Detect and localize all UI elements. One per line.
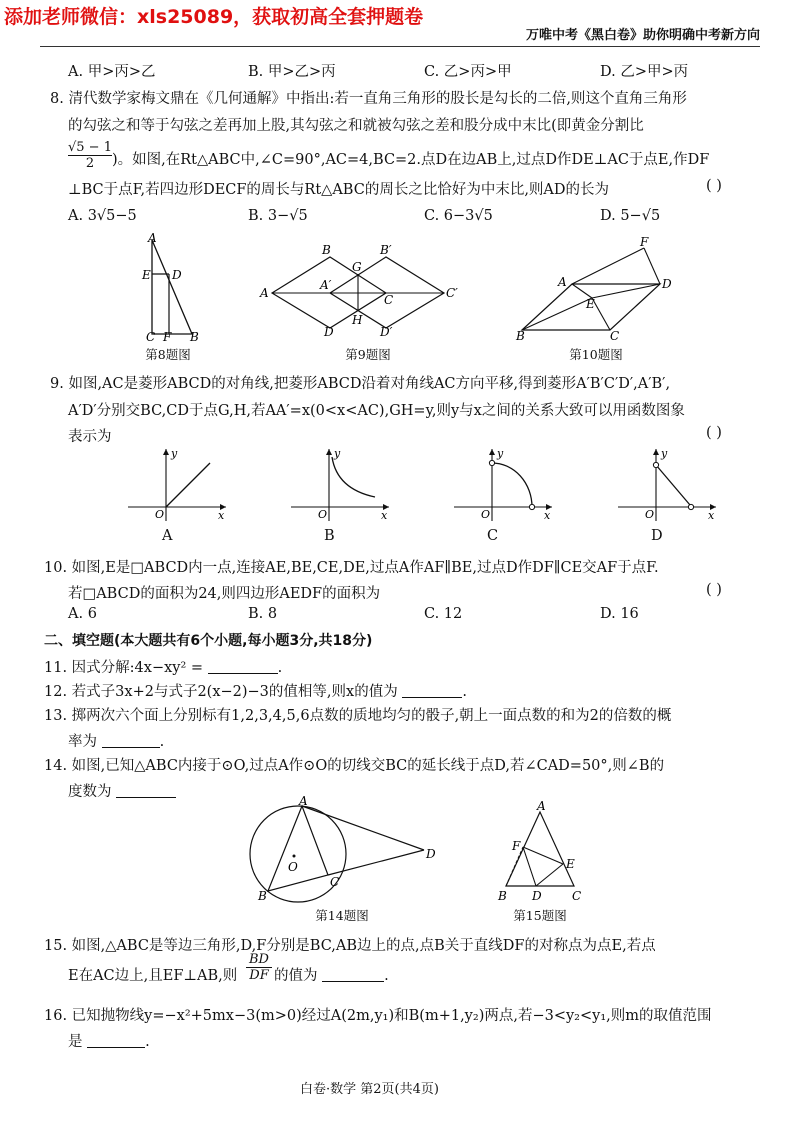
q13-end: . <box>159 734 165 750</box>
f9-label-dprime: D′ <box>380 325 393 336</box>
q9-line-2: A′D′分别交BC,CD于点G,H,若AA′=x(0<x<AC),GH=y,则y与x之间的关系大致可以用函数图象 <box>68 403 685 419</box>
figure-q8 <box>120 232 230 344</box>
f15-label-e: E <box>566 857 575 871</box>
q10-line-2: 若□ABCD的面积为24,则四边形AEDF的面积为 <box>68 586 381 602</box>
f9-label-cprime: C′ <box>446 286 458 300</box>
f10-label-f: F <box>640 236 649 249</box>
q9-graph-label-b: B <box>324 528 335 544</box>
q8-fraction-denominator: 2 <box>85 156 95 171</box>
caption-figure-15: 第15题图 <box>513 908 567 923</box>
q12-text: 12. 若式子3x+2与式子2(x−2)−3的值相等,则x的值为 <box>44 684 398 700</box>
f9-label-a: A <box>260 286 269 300</box>
q10-line-1: 10. 如图,E是□ABCD内一点,连接AE,BE,CE,DE,过点A作AF∥BE,过点D作DF∥CE交AF于点F. <box>44 560 659 576</box>
f9-label-b: B <box>322 244 331 257</box>
graph-a-x-label: x <box>218 509 225 522</box>
q15-row-2-post <box>274 964 389 985</box>
q8-option-b: B. 3−√5 <box>248 208 308 224</box>
graph-a-origin: O <box>155 508 165 521</box>
q7-option-c: C. 乙>丙>甲 <box>424 64 512 80</box>
q9-graph-a <box>120 445 230 525</box>
q13-answer-blank[interactable] <box>102 733 160 748</box>
q11-answer-blank[interactable] <box>208 659 278 674</box>
f9-label-c: C <box>384 293 394 307</box>
q12-answer-blank[interactable] <box>402 683 462 698</box>
f8-label-d: D <box>172 268 182 282</box>
q15-line-2-pre: E在AC边上,且EF⊥AB,则 <box>68 968 238 984</box>
f14-label-a: A <box>299 796 308 808</box>
q9-graph-c <box>446 445 556 525</box>
q9-graph-b <box>283 445 393 525</box>
graph-b-y-label: y <box>334 447 341 460</box>
q9-graph-label-c: C <box>487 528 499 544</box>
q9-answer-paren: ( ) <box>706 425 722 441</box>
page-header: 万唯中考《黑白卷》助你明确中考新方向 <box>525 28 760 43</box>
f10-label-b: B <box>516 329 525 340</box>
figure-q9 <box>258 244 468 336</box>
f14-label-o: O <box>288 860 298 874</box>
f14-label-c: C <box>330 875 340 889</box>
q16-line-2: 是 <box>68 1034 83 1050</box>
f9-label-d: D <box>324 325 334 336</box>
q15-line-1: 15. 如图,△ABC是等边三角形,D,F分别是BC,AB边上的点,点B关于直线DF的对称点为点E,若点 <box>44 938 656 954</box>
page-footer: 白卷·数学 第2页(共4页) <box>300 1082 439 1097</box>
q16-row-2 <box>68 1030 150 1051</box>
header-divider <box>40 46 760 47</box>
q11-end: . <box>277 660 283 676</box>
q11-row <box>44 656 282 677</box>
graph-c-y-label: y <box>497 447 504 460</box>
q14-line-2: 度数为 <box>68 784 112 800</box>
q10-option-d: D. 16 <box>600 606 639 622</box>
q8-line-2: 的勾弦之和等于勾弦之差再加上股,其勾弦之和就被勾弦之差和股分成中末比(即黄金分割比 <box>68 118 644 134</box>
caption-figure-8: 第8题图 <box>145 347 191 362</box>
q15-fraction-denominator: DF <box>249 968 269 983</box>
q15-end: . <box>384 968 389 984</box>
q8-line-4: ⊥BC于点F,若四边形DECF的周长与Rt△ABC的周长之比恰好为中末比,则AD的长为 <box>68 182 610 198</box>
graph-b-origin: O <box>318 508 328 521</box>
graph-a-y-label: y <box>171 447 178 460</box>
q7-option-d: D. 乙>甲>丙 <box>600 64 689 80</box>
q8-answer-paren: ( ) <box>706 178 722 194</box>
figure-q15 <box>494 800 594 906</box>
f8-label-c: C <box>146 330 156 344</box>
graph-d-origin: O <box>645 508 655 521</box>
f15-label-b: B <box>498 889 507 903</box>
section-2-heading: 二、填空题(本大题共有6个小题,每小题3分,共18分) <box>44 633 373 649</box>
f8-label-e: E <box>142 268 151 282</box>
q9-graph-label-d: D <box>651 528 663 544</box>
f9-label-bprime: B′ <box>380 244 392 257</box>
q13-line-1: 13. 掷两次六个面上分别标有1,2,3,4,5,6点数的质地均匀的骰子,朝上一面点数的和为2的倍数的概 <box>44 708 672 724</box>
q8-line-3: )。如图,在Rt△ABC中,∠C=90°,AC=4,BC=2.点D在边AB上,过点D作DE⊥AC于点E,作DF <box>112 152 710 168</box>
f15-label-f: F <box>512 839 521 853</box>
f10-label-d: D <box>662 277 672 291</box>
caption-figure-10: 第10题图 <box>569 347 623 362</box>
q9-graph-label-a: A <box>162 528 173 544</box>
q8-option-d: D. 5−√5 <box>600 208 661 224</box>
q9-line-1: 9. 如图,AC是菱形ABCD的对角线,把菱形ABCD沿着对角线AC方向平移,得到菱形A′B′C′D′,A′B′, <box>50 376 671 392</box>
f8-label-f: F <box>163 330 172 344</box>
f14-label-b: B <box>258 889 267 903</box>
figure-q14 <box>248 796 448 908</box>
q10-option-b: B. 8 <box>248 606 278 622</box>
f10-label-a: A <box>558 275 567 289</box>
q10-option-c: C. 12 <box>424 606 463 622</box>
q15-answer-blank[interactable] <box>322 967 384 982</box>
watermark-text: 添加老师微信：xls25089，获取初高全套押题卷 <box>4 6 424 28</box>
q15-fraction-numerator: BD <box>246 952 272 968</box>
f9-label-aprime: A′ <box>320 278 332 292</box>
q9-line-3: 表示为 <box>68 429 112 445</box>
q16-end: . <box>145 1034 150 1050</box>
q8-line-1: 8. 清代数学家梅文鼎在《几何通解》中指出:若一直角三角形的股长是勾长的二倍,则这个直角三角形 <box>50 91 687 107</box>
q15-fraction <box>246 952 272 983</box>
q14-answer-blank[interactable] <box>116 783 176 798</box>
q10-answer-paren: ( ) <box>706 582 722 598</box>
f9-label-h: H <box>352 313 363 327</box>
figure-q10 <box>512 236 692 340</box>
q13-row-2 <box>68 730 164 751</box>
f10-label-c: C <box>610 329 620 340</box>
q15-line-2-post: 的值为 <box>274 968 318 984</box>
q8-golden-fraction <box>68 140 112 171</box>
q8-option-c: C. 6−3√5 <box>424 208 493 224</box>
q7-option-b: B. 甲>乙>丙 <box>248 64 336 80</box>
q16-line-1: 16. 已知抛物线y=−x²+5mx−3(m>0)经过A(2m,y₁)和B(m+1,y₂)两点,若−3<y₂<y₁,则m的取值范围 <box>44 1008 712 1024</box>
graph-c-origin: O <box>481 508 491 521</box>
graph-d-x-label: x <box>708 509 715 522</box>
caption-figure-14: 第14题图 <box>315 908 369 923</box>
f10-label-e: E <box>586 297 595 311</box>
q16-answer-blank[interactable] <box>87 1033 145 1048</box>
f9-label-g: G <box>352 260 362 274</box>
q13-line-2: 率为 <box>68 734 97 750</box>
q8-option-a: A. 3√5−5 <box>68 208 137 224</box>
f15-label-c: C <box>572 889 582 903</box>
q9-graph-d <box>610 445 720 525</box>
q7-option-a: A. 甲>丙>乙 <box>68 64 156 80</box>
f14-label-d: D <box>426 847 436 861</box>
graph-d-y-label: y <box>661 447 668 460</box>
graph-c-x-label: x <box>544 509 551 522</box>
q12-end: . <box>462 684 467 700</box>
graph-b-x-label: x <box>381 509 388 522</box>
f8-label-a: A <box>148 232 157 245</box>
q14-line-1: 14. 如图,已知△ABC内接于⊙O,过点A作⊙O的切线交BC的延长线于点D,若∠CAD=50°,则∠B的 <box>44 758 665 774</box>
f15-label-a: A <box>537 800 546 813</box>
q12-row <box>44 680 467 701</box>
f15-label-d: D <box>532 889 542 903</box>
q11-text: 11. 因式分解:4x−xy² = <box>44 660 204 676</box>
q8-fraction-numerator: √5 − 1 <box>68 140 112 155</box>
q10-option-a: A. 6 <box>68 606 97 622</box>
f8-label-b: B <box>190 330 199 344</box>
caption-figure-9: 第9题图 <box>345 347 391 362</box>
q14-row-2 <box>68 780 176 801</box>
q15-row-2 <box>68 964 237 985</box>
